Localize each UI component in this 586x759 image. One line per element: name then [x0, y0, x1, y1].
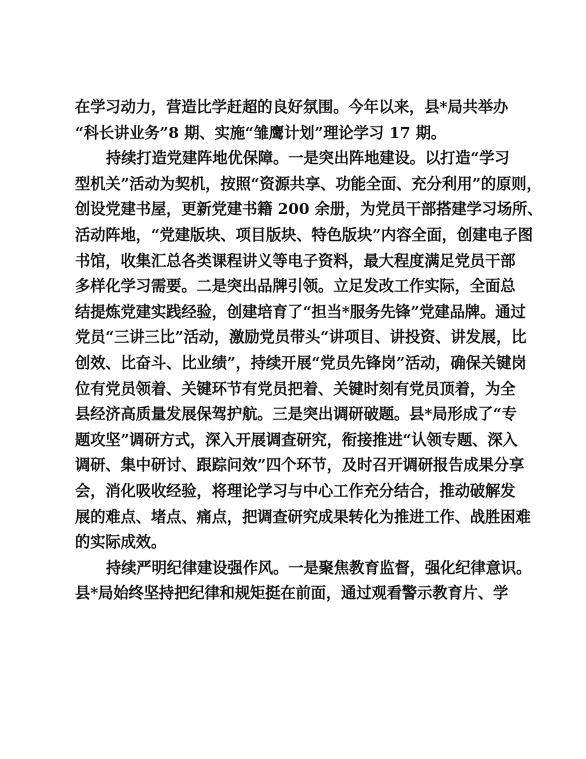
text-line: 在学习动力，营造比学赶超的良好氛围。今年以来，县*局共举办 [75, 98, 509, 116]
text-line: 县经济高质量发展保驾护航。三是突出调研破题。县*局形成了“专 [75, 405, 517, 424]
text-line: 调研、集中研讨、跟踪问效”四个环节，及时召开调研报告成果分享 [75, 456, 525, 475]
text-line: 位有党员领着、关键环节有党员把着、关键时刻有党员顶着，为全 [75, 379, 516, 398]
text-line: 结提炼党建实践经验，创建培育了“担当*服务先锋”党建品牌。通过 [75, 302, 526, 321]
text-line: 的实际成效。 [75, 533, 167, 552]
text-line: 活动阵地，“党建版块、项目版块、特色版块”内容全面，创建电子图 [75, 225, 533, 244]
document-body [75, 95, 543, 607]
paragraph-study-motivation [75, 95, 525, 146]
text-line: 党员“三讲三比”活动，激励党员带头“讲项目、讲投资、讲发展，比 [75, 328, 527, 347]
text-line: 书馆，收集汇总各类课程讲义等电子资料，最大程度满足党员干部 [75, 251, 516, 270]
text-line: 持续严明纪律建设强作风。一是聚焦教育监督，强化纪律意识。 [106, 558, 532, 577]
text-line: 会，消化吸收经验，将理论学习与中心工作充分结合，推动破解发 [75, 481, 516, 500]
paragraph-discipline-building [75, 556, 532, 607]
text-line: 型机关”活动为契机，按照“资源共享、功能全面、充分利用”的原则， [75, 174, 542, 193]
paragraph-party-building-position [75, 146, 543, 556]
text-line: “科长讲业务”8 期、实施“雏鹰计划”理论学习 17 期。 [75, 123, 447, 142]
text-line: 题攻坚”调研方式，深入开展调查研究，衔接推进“认领专题、深入 [75, 430, 518, 449]
text-line: 多样化学习需要。二是突出品牌引领。立足发改工作实际，全面总 [75, 277, 516, 296]
text-line: 创效、比奋斗、比业绩”，持续开展“党员先锋岗”活动，确保关键岗 [75, 353, 527, 372]
text-line: 县*局始终坚持把纪律和规矩挺在前面，通过观看警示教育片、学 [75, 584, 509, 603]
text-line: 持续打造党建阵地优保障。一是突出阵地建设。以打造“学习 [106, 149, 510, 168]
text-line: 展的难点、堵点、痛点，把调查研究成果转化为推进工作、战胜困难 [75, 507, 531, 526]
text-line: 创设党建书屋，更新党建书籍 200 余册，为党员干部搭建学习场所、 [75, 200, 543, 219]
